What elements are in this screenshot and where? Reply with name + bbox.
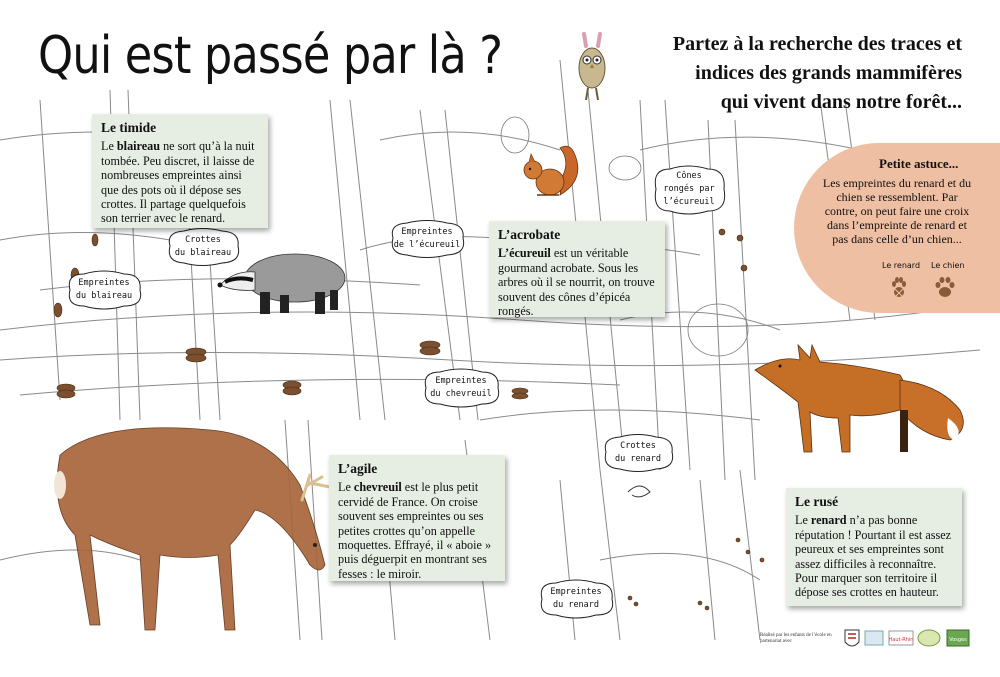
astuce-body: Les empreintes du renard et du chien se ressemblent. Par contre, on peut faire une croix dans l’empreinte de renard et pas dans celle d’un chien... bbox=[822, 176, 972, 246]
page-title: Qui est passé par là ? bbox=[38, 26, 503, 86]
partner-logo-2-icon bbox=[865, 631, 883, 645]
bubble-empreintes-renard-line-2: du renard bbox=[552, 600, 600, 610]
bubble-crottes-blaireau bbox=[162, 226, 244, 268]
fox-paw-print-icon bbox=[889, 277, 909, 299]
haut-rhin-logo-icon bbox=[889, 631, 914, 645]
bubble-cones-line-3: l’écureuil bbox=[663, 197, 715, 207]
bubble-empreintes-renard-line-1: Empreintes bbox=[550, 587, 602, 597]
card-squirrel-body: L’écureuil est un véritable gourmand acrobate. Sous les arbres où il se nourrit, on trouve souvent des cônes d’épicéa rongés. bbox=[498, 246, 655, 319]
astuce-heading: Petite astuce... bbox=[879, 156, 959, 171]
card-badger bbox=[92, 114, 268, 228]
card-deer-body: Le chevreuil est le plus petit cervidé de France. On croise souvent ses empreintes ou ses petites crottes qu’on appelle moquettes. Effrayé, il « aboie » puis déguerpit en montrant ses fesses : le miroir. bbox=[338, 480, 492, 581]
svg-text:Vosges: Vosges bbox=[949, 637, 967, 643]
bubble-empreintes-ecureuil-line-2: de l’écureuil bbox=[393, 240, 461, 250]
intro-line-3: qui vivent dans notre forêt... bbox=[720, 91, 962, 113]
bubble-empreintes-blaireau-line-1: Empreintes bbox=[78, 278, 130, 288]
partner-logos bbox=[843, 628, 973, 656]
bubble-empreintes-chevreuil-line-2: du chevreuil bbox=[430, 389, 492, 399]
astuce-label-fox: Le renard bbox=[882, 261, 921, 270]
credit-text: Réalisé par les enfants de l’école en partenariat avec bbox=[760, 633, 832, 644]
dog-paw-print-icon bbox=[934, 277, 956, 299]
bubble-crottes-blaireau-line-2: du blaireau bbox=[174, 248, 232, 258]
bubble-empreintes-renard bbox=[534, 577, 618, 621]
card-fox-body: Le renard n’a pas bonne réputation ! Pourtant il est assez peureux et ses empreintes sont assez difficiles à reconnaître. Pour marquer son territoire il dépose ses crottes en hauteur. bbox=[795, 513, 952, 600]
green-partner-logo-icon bbox=[947, 630, 969, 646]
bubble-cones-ronges bbox=[648, 163, 730, 217]
bubble-cones-line-1: Cônes bbox=[676, 171, 702, 181]
intro-line-1: Partez à la recherche des traces et bbox=[672, 33, 962, 55]
bubble-empreintes-ecureuil-line-1: Empreintes bbox=[401, 227, 453, 237]
card-badger-heading: Le timide bbox=[101, 120, 157, 135]
bubble-crottes-renard-line-1: Crottes bbox=[620, 441, 656, 451]
card-squirrel bbox=[489, 221, 665, 317]
astuce-panel bbox=[794, 143, 1000, 313]
intro-line-2: indices des grands mammifères bbox=[695, 62, 962, 84]
bubble-crottes-renard-line-2: du renard bbox=[614, 454, 662, 464]
card-fox-heading: Le rusé bbox=[795, 494, 839, 509]
vosges-logo-icon bbox=[918, 630, 940, 646]
bubble-empreintes-chevreuil-line-1: Empreintes bbox=[435, 376, 487, 386]
card-deer bbox=[329, 455, 505, 581]
bubble-empreintes-blaireau-line-2: du blaireau bbox=[75, 291, 133, 301]
card-squirrel-heading: L’acrobate bbox=[498, 227, 561, 242]
bubble-empreintes-chevreuil bbox=[418, 366, 504, 410]
bubble-crottes-blaireau-line-1: Crottes bbox=[185, 235, 221, 245]
card-badger-body: Le blaireau ne sort qu’à la nuit tombée. Peu discret, il laisse de nombreuses empreintes ainsi que des pots où il dépose ses crottes. Il partage quelquefois son terrier avec le renard. bbox=[101, 139, 255, 226]
bubble-empreintes-ecureuil bbox=[385, 218, 469, 260]
svg-text:Haut-Rhin: Haut-Rhin bbox=[888, 637, 914, 643]
card-fox bbox=[786, 488, 962, 606]
bubble-cones-line-2: rongés par bbox=[663, 184, 715, 194]
bubble-empreintes-blaireau bbox=[62, 268, 146, 312]
school-crest-logo-icon bbox=[845, 630, 859, 646]
astuce-label-dog: Le chien bbox=[931, 261, 965, 270]
card-deer-heading: L’agile bbox=[338, 461, 378, 476]
bubble-crottes-renard bbox=[598, 432, 678, 474]
